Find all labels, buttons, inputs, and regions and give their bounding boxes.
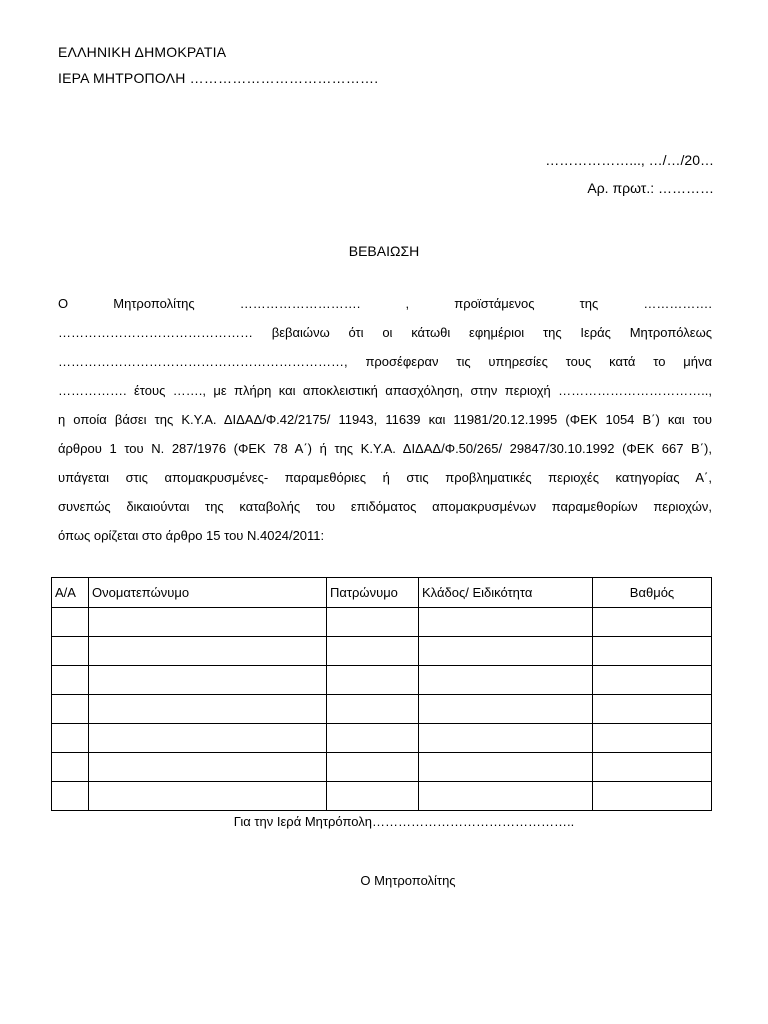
table-cell[interactable] bbox=[89, 666, 327, 695]
table-cell[interactable] bbox=[327, 753, 419, 782]
table-cell[interactable] bbox=[89, 782, 327, 811]
table-cell[interactable] bbox=[327, 608, 419, 637]
table-row bbox=[52, 724, 712, 753]
table-cell[interactable] bbox=[89, 695, 327, 724]
table-cell[interactable] bbox=[419, 753, 593, 782]
table-cell[interactable] bbox=[593, 608, 712, 637]
table-cell[interactable] bbox=[593, 695, 712, 724]
col-header-branch: Κλάδος/ Ειδικότητα bbox=[419, 578, 593, 608]
table-cell[interactable] bbox=[89, 724, 327, 753]
document-title: ΒΕΒΑΙΩΣΗ bbox=[348, 243, 420, 259]
body-line-6: άρθρου 1 του Ν. 287/1976 (ΦΕΚ 78 Α΄) ή της Κ.Υ.Α. ΔΙΔΑΔ/Φ.50/265/ 29847/30.10.1992 (ΦΕΚ 667 Β΄), bbox=[58, 441, 712, 456]
table-row bbox=[52, 666, 712, 695]
priests-table bbox=[51, 577, 712, 811]
table-cell[interactable] bbox=[419, 724, 593, 753]
body-line-7: υπάγεται στις απομακρυσμένες- παραμεθόριες ή στις προβληματικές περιοχές κατηγορίας Α΄, bbox=[58, 470, 712, 485]
table-cell[interactable] bbox=[419, 637, 593, 666]
table-cell[interactable] bbox=[327, 724, 419, 753]
table-cell[interactable] bbox=[593, 724, 712, 753]
protocol-number: Αρ. πρωτ.: ………… bbox=[587, 180, 714, 196]
table-cell[interactable] bbox=[52, 666, 89, 695]
table-cell[interactable] bbox=[52, 637, 89, 666]
table-cell[interactable] bbox=[327, 637, 419, 666]
table-cell[interactable] bbox=[327, 666, 419, 695]
table-row bbox=[52, 608, 712, 637]
col-header-patronymic: Πατρώνυμο bbox=[327, 578, 419, 608]
table-cell[interactable] bbox=[327, 695, 419, 724]
col-header-aa: Α/Α bbox=[52, 578, 89, 608]
body-line-5: η οποία βάσει της Κ.Υ.Α. ΔΙΔΑΔ/Φ.42/2175/ 11943, 11639 και 11981/20.12.1995 (ΦΕΚ 1054 Β΄) και του bbox=[58, 412, 712, 427]
body-line-3: …………………………………………………………, προσέφεραν τις υπηρεσίες τους κατά το μήνα bbox=[58, 354, 712, 369]
body-line-2: ……………………………………… βεβαιώνω ότι οι κάτωθι εφημέριοι της Ιεράς Μητροπόλεως bbox=[58, 325, 712, 340]
table-cell[interactable] bbox=[52, 695, 89, 724]
table-cell[interactable] bbox=[419, 782, 593, 811]
table-cell[interactable] bbox=[52, 782, 89, 811]
state-header: ΕΛΛΗΝΙΚΗ ΔΗΜΟΚΡΑΤΙΑ bbox=[58, 44, 227, 60]
table-row bbox=[52, 753, 712, 782]
table-row bbox=[52, 782, 712, 811]
table-cell[interactable] bbox=[89, 753, 327, 782]
body-line-4: ……………. έτους ……., με πλήρη και αποκλειστική απασχόληση, στην περιοχή …………………………….., bbox=[58, 383, 712, 398]
table-cell[interactable] bbox=[593, 666, 712, 695]
table-cell[interactable] bbox=[52, 724, 89, 753]
col-header-grade: Βαθμός bbox=[593, 578, 712, 608]
table-cell[interactable] bbox=[89, 637, 327, 666]
for-metropolis-line: Για την Ιερά Μητρόπολη……………………………………….. bbox=[233, 814, 575, 829]
body-line-9: όπως ορίζεται στο άρθρο 15 του Ν.4024/2011: bbox=[58, 528, 325, 543]
table-cell[interactable] bbox=[52, 608, 89, 637]
table-cell[interactable] bbox=[89, 608, 327, 637]
table-cell[interactable] bbox=[593, 782, 712, 811]
table-cell[interactable] bbox=[327, 782, 419, 811]
table-cell[interactable] bbox=[593, 637, 712, 666]
table-header-row bbox=[52, 578, 712, 608]
date-line: ………………..., …/…/20… bbox=[545, 152, 714, 168]
table-cell[interactable] bbox=[593, 753, 712, 782]
signer-title: Ο Μητροπολίτης bbox=[360, 873, 456, 888]
certificate-body bbox=[58, 289, 712, 550]
table-row bbox=[52, 695, 712, 724]
table-cell[interactable] bbox=[419, 608, 593, 637]
table-cell[interactable] bbox=[419, 666, 593, 695]
metropolis-header: ΙΕΡΑ ΜΗΤΡΟΠΟΛΗ …………………………………. bbox=[58, 70, 379, 86]
table-cell[interactable] bbox=[419, 695, 593, 724]
body-line-8: συνεπώς δικαιούνται της καταβολής του επιδόματος απομακρυσμένων παραμεθορίων περιοχών, bbox=[58, 499, 712, 514]
body-line-1: Ο Μητροπολίτης ………………………. , προϊστάμενος της ……………. bbox=[58, 296, 712, 311]
table-row bbox=[52, 637, 712, 666]
table-cell[interactable] bbox=[52, 753, 89, 782]
col-header-fullname: Ονοματεπώνυμο bbox=[89, 578, 327, 608]
